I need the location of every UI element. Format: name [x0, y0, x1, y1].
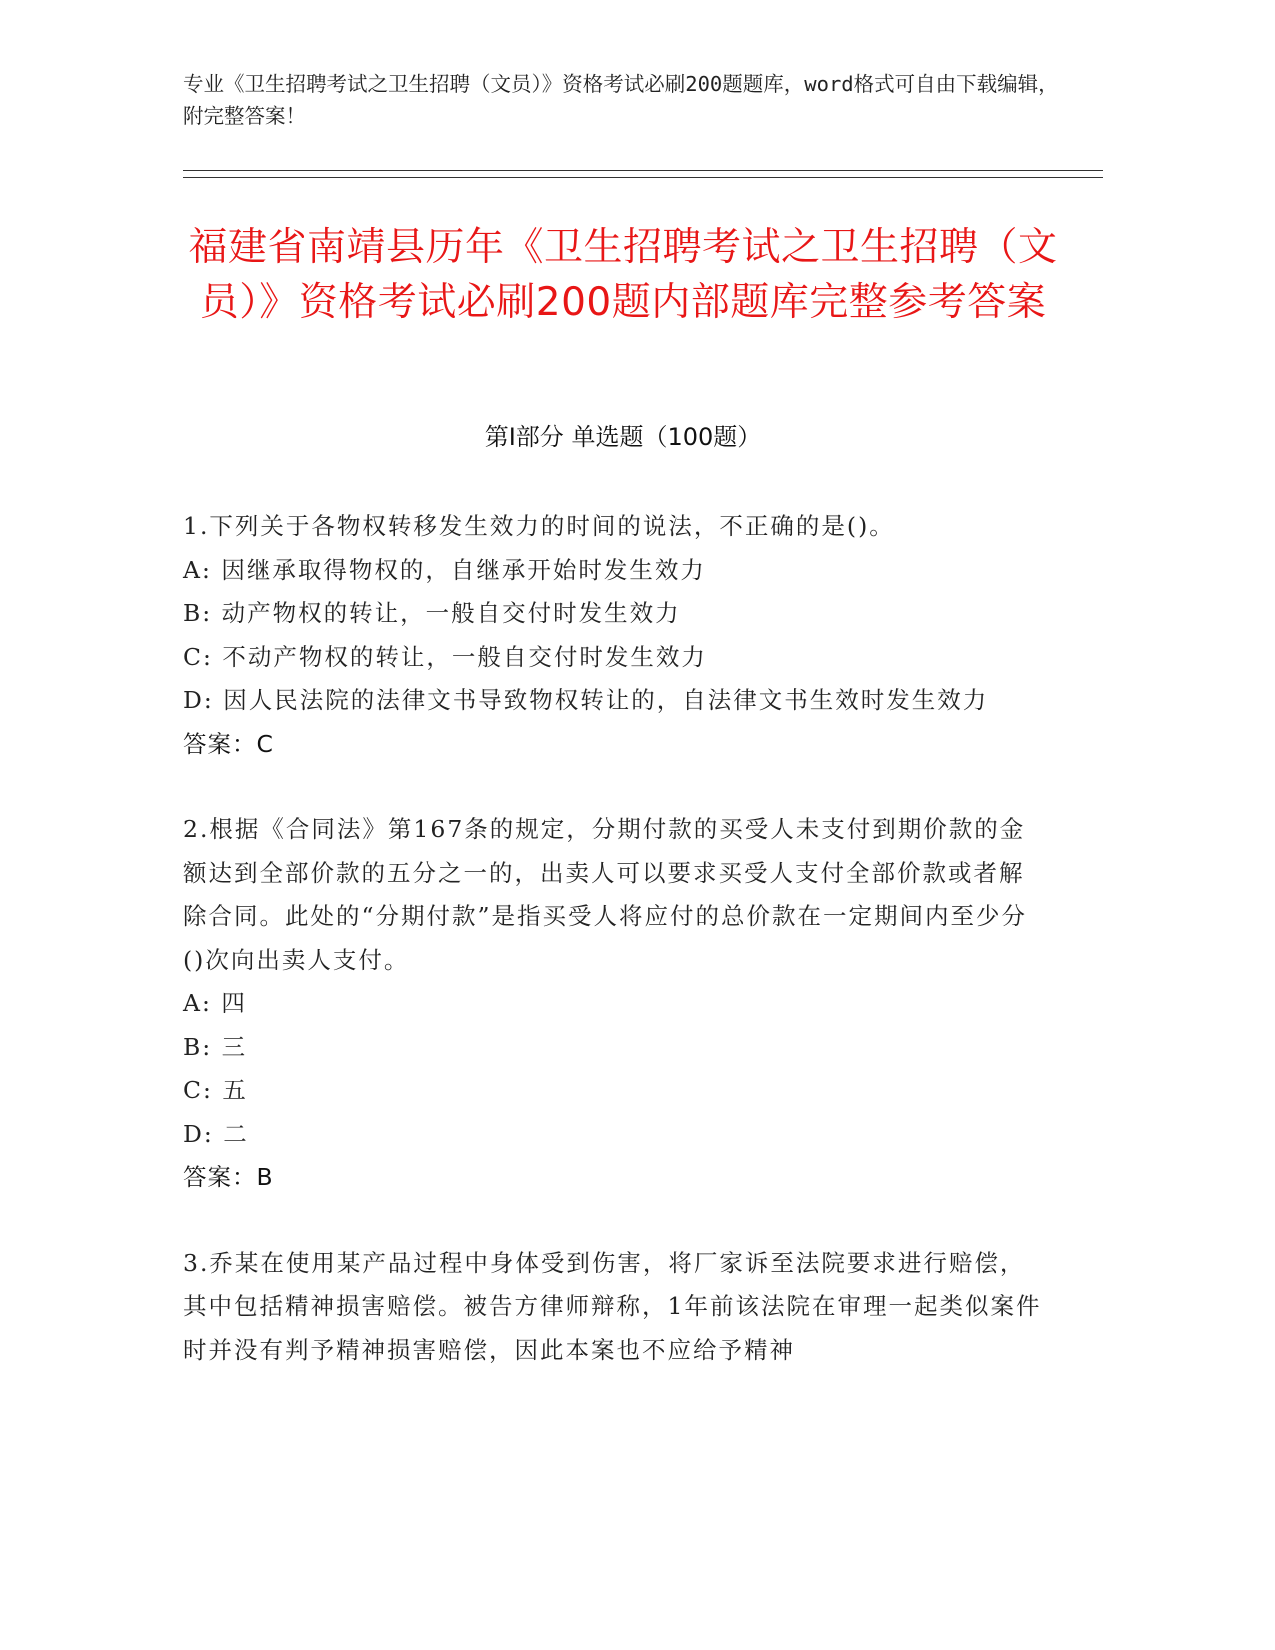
header-rule-bottom [183, 177, 1103, 178]
question-stem: 3.乔某在使用某产品过程中身体受到伤害，将厂家诉至法院要求进行赔偿，其中包括精神损害赔偿。被告方律师辩称，1年前该法院在审理一起类似案件时并没有判予精神损害赔偿，因此本案也不应给予精神 [183, 1248, 1042, 1364]
option-b: B: 三 [183, 1032, 248, 1061]
header-rule-top [183, 170, 1103, 171]
question-1 [183, 505, 1043, 766]
answer: 答案：C [183, 729, 274, 758]
option-d: D: 二 [183, 1119, 249, 1148]
header-note: 专业《卫生招聘考试之卫生招聘（文员）》资格考试必刷200题题库，word格式可自由下载编辑，附完整答案！ [183, 72, 1059, 128]
question-2 [183, 808, 1043, 1200]
question-stem: 1.下列关于各物权转移发生效力的时间的说法，不正确的是()。 [183, 512, 895, 540]
option-a: A: 因继承取得物权的，自继承开始时发生效力 [183, 555, 706, 584]
option-a: A: 四 [183, 989, 247, 1017]
option-c: C: 不动产物权的转让，一般自交付时发生效力 [183, 642, 707, 671]
option-b: B: 动产物权的转让，一般自交付时发生效力 [183, 599, 681, 627]
option-c: C: 五 [183, 1076, 248, 1104]
option-d: D: 因人民法院的法律文书导致物权转让的，自法律文书生效时发生效力 [183, 686, 989, 714]
question-3 [183, 1242, 1043, 1373]
question-stem: 2.根据《合同法》第167条的规定，分期付款的买受人未支付到期价款的金额达到全部价款的五分之一的，出卖人可以要求买受人支付全部价款或者解除合同。此处的“分期付款”是指买受人将应付的总价款在一定期间内至少分()次向出卖人支付。 [183, 815, 1028, 974]
document-title: 福建省南靖县历年《卫生招聘考试之卫生招聘（文员）》资格考试必刷200题内部题库完整参考答案 [188, 225, 1058, 325]
section-title: 第I部分 单选题（100题） [484, 423, 762, 451]
question-list [183, 505, 1043, 1372]
answer: 答案：B [183, 1163, 274, 1191]
